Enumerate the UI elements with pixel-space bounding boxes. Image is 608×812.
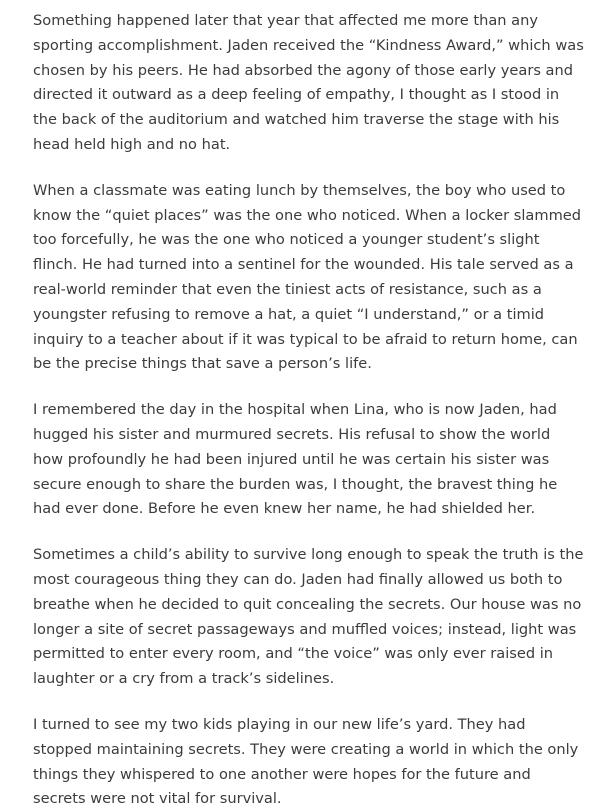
paragraph-kindness-award: Something happened later that year that affected me more than any sporting accomplishment. Jaden received the “Kindness Award,” which was chosen by his peers. He had absorbed the agony of those early years and directed it outward as a deep feeling of empathy, I thought as I stood in the back of the auditorium and watched him traverse the stage with his head held high and no hat.: [33, 12, 584, 153]
paragraph-hospital-memory: I remembered the day in the hospital when Lina, who is now Jaden, had hugged his sister and murmured secrets. His refusal to show the world how profoundly he had been injured until he was certain his sister was secure enough to share the burden was, I thought, the bravest thing he had ever done. Before he even knew her name, he had shielded her.: [33, 401, 558, 518]
paragraph-courage: Sometimes a child’s ability to survive long enough to speak the truth is the most courageous thing they can do. Jaden had finally allowed us both to breathe when he decided to quit concealing the secrets. Our house was no longer a site of secret passageways and muffled voices; instead, light was permitted to enter every room, and “the voice” was only ever raised in laughter or a cry from a track’s sidelines.: [33, 546, 584, 688]
paragraph-sentinel: When a classmate was eating lunch by themselves, the boy who used to know the “quiet places” was the one who noticed. When a locker slammed too forcefully, he was the one who noticed a younger student’s slight flinch. He had turned into a sentinel for the wounded. His tale served as a real-world reminder that even the tiniest acts of resistance, such as a youngster refusing to remove a hat, a quiet “I understand,” or a timid inquiry to a teacher about if it was typical to be afraid to return home, can be the precise things that save a person’s life.: [33, 181, 582, 373]
paragraph-new-life: I turned to see my two kids playing in our new life’s yard. They had stopped maintaining secrets. They were creating a world in which the only things they whispered to one another were hopes for the future and secrets were not vital for survival.: [33, 715, 579, 808]
